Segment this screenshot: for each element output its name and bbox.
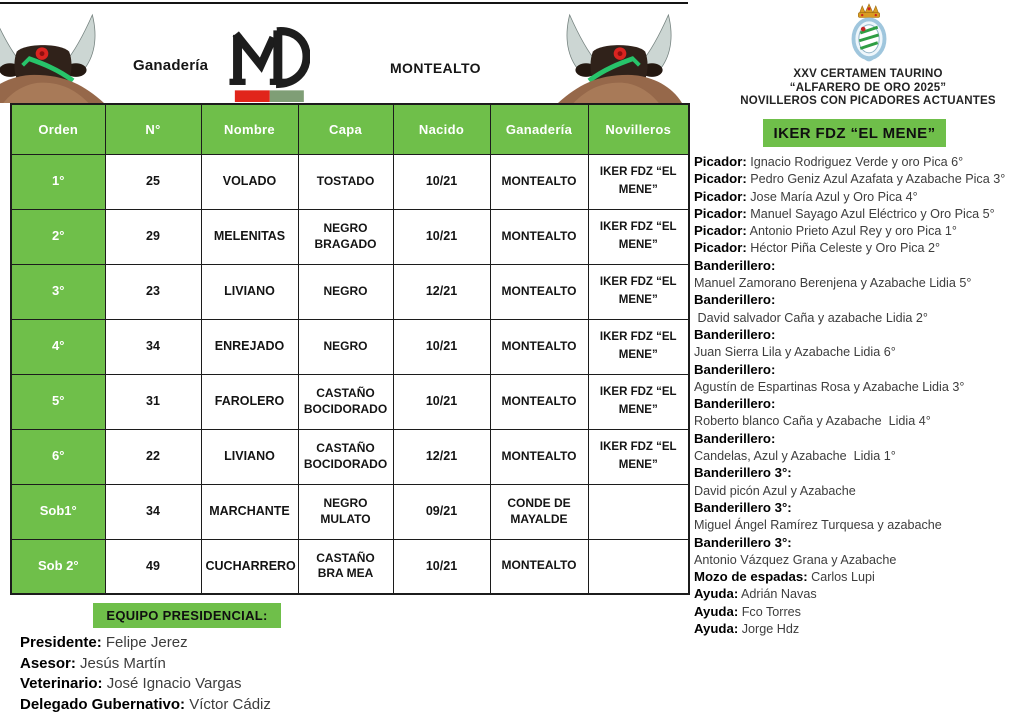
cell-nacido: 10/21 bbox=[393, 319, 490, 374]
cuadrilla-text: Manuel Zamorano Berenjena y Azabache Lidia 5° bbox=[694, 276, 972, 291]
cuadrilla-text: Agustín de Espartinas Rosa y Azabache Lidia 3° bbox=[694, 379, 965, 394]
col-header-nacido: Nacido bbox=[393, 104, 490, 154]
cuadrilla-role-label: Banderillero 3°: bbox=[694, 534, 792, 550]
cuadrilla-text: Candelas, Azul y Azabache Lidia 1° bbox=[694, 449, 896, 464]
bulls-table bbox=[10, 103, 690, 595]
table-row bbox=[11, 429, 689, 484]
cuadrilla-line bbox=[694, 430, 1024, 447]
cell-numero: 49 bbox=[105, 539, 201, 594]
cell-orden: Sob1° bbox=[11, 484, 105, 539]
cell-ganaderia: MONTEALTO bbox=[490, 264, 588, 319]
cuadrilla-text: Carlos Lupi bbox=[807, 570, 875, 585]
cell-novilleros: IKER FDZ “EL MENE” bbox=[588, 209, 689, 264]
cuadrilla-line bbox=[694, 395, 1024, 412]
cuadrilla-role-label: Picador: bbox=[694, 223, 747, 239]
cuadrilla-line bbox=[694, 291, 1024, 308]
cell-numero: 23 bbox=[105, 264, 201, 319]
cell-novilleros: IKER FDZ “EL MENE” bbox=[588, 374, 689, 429]
cuadrilla-text: David picón Azul y Azabache bbox=[694, 483, 856, 498]
cell-nombre: FAROLERO bbox=[201, 374, 298, 429]
cuadrilla-text: Antonio Prieto Azul Rey y oro Pica 1° bbox=[746, 224, 957, 239]
event-title-block bbox=[700, 68, 1024, 109]
cell-capa: CASTAÑO BRA MEA bbox=[298, 539, 393, 594]
cell-ganaderia: CONDE DE MAYALDE bbox=[490, 484, 588, 539]
top-border-rule bbox=[0, 2, 688, 4]
cuadrilla-role-label: Mozo de espadas: bbox=[694, 569, 808, 585]
cell-capa: TOSTADO bbox=[298, 154, 393, 209]
table-header bbox=[11, 104, 689, 154]
cuadrilla-role-label: Ayuda: bbox=[694, 603, 739, 619]
cuadrilla-line bbox=[694, 412, 1024, 429]
cuadrilla-role-label: Banderillero: bbox=[694, 292, 776, 308]
cell-capa: NEGRO MULATO bbox=[298, 484, 393, 539]
ranch-name-label: MONTEALTO bbox=[390, 60, 481, 76]
cell-novilleros: IKER FDZ “EL MENE” bbox=[588, 154, 689, 209]
equipo-presidencial-banner: EQUIPO PRESIDENCIAL: bbox=[93, 603, 281, 628]
cell-orden: 5° bbox=[11, 374, 105, 429]
col-header-nombre: Nombre bbox=[201, 104, 298, 154]
cuadrilla-text: Miguel Ángel Ramírez Turquesa y azabache bbox=[694, 518, 942, 533]
cell-capa: NEGRO BRAGADO bbox=[298, 209, 393, 264]
cuadrilla-line bbox=[694, 361, 1024, 378]
table-row bbox=[11, 374, 689, 429]
cell-numero: 31 bbox=[105, 374, 201, 429]
cuadrilla-role-label: Banderillero 3°: bbox=[694, 465, 792, 481]
cell-capa: CASTAÑO BOCIDORADO bbox=[298, 374, 393, 429]
cell-nombre: VOLADO bbox=[201, 154, 298, 209]
cuadrilla-role-label: Ayuda: bbox=[694, 586, 739, 602]
table-row bbox=[11, 319, 689, 374]
cell-novilleros: IKER FDZ “EL MENE” bbox=[588, 264, 689, 319]
col-header-novilleros: Novilleros bbox=[588, 104, 689, 154]
cuadrilla-line bbox=[694, 222, 1024, 239]
cuadrilla-line bbox=[694, 603, 1024, 620]
cuadrilla-line bbox=[694, 534, 1024, 551]
cell-numero: 25 bbox=[105, 154, 201, 209]
cell-ganaderia: MONTEALTO bbox=[490, 539, 588, 594]
table-row bbox=[11, 154, 689, 209]
cell-nacido: 10/21 bbox=[393, 374, 490, 429]
cuadrilla-text: Ignacio Rodriguez Verde y oro Pica 6° bbox=[746, 155, 964, 169]
cuadrilla-line bbox=[694, 153, 1024, 170]
cell-orden: Sob 2° bbox=[11, 539, 105, 594]
cuadrilla-role-label: Banderillero: bbox=[694, 361, 776, 377]
cell-ganaderia: MONTEALTO bbox=[490, 209, 588, 264]
cuadrilla-text: Jorge Hdz bbox=[738, 622, 800, 637]
cuadrilla-line bbox=[694, 343, 1024, 360]
cuadrilla-line bbox=[694, 274, 1024, 291]
cuadrilla-text: Adrián Navas bbox=[738, 587, 817, 602]
cell-orden: 2° bbox=[11, 209, 105, 264]
event-title-line2: “ALFARERO DE ORO 2025” bbox=[789, 81, 947, 94]
cell-numero: 22 bbox=[105, 429, 201, 484]
cell-nombre: LIVIANO bbox=[201, 429, 298, 484]
cell-novilleros bbox=[588, 484, 689, 539]
cuadrilla-role-label: Picador: bbox=[694, 154, 747, 169]
cell-nombre: MELENITAS bbox=[201, 209, 298, 264]
ranch-monogram-logo bbox=[226, 16, 310, 102]
equipo-member-name: Víctor Cádiz bbox=[185, 695, 271, 713]
cell-ganaderia: MONTEALTO bbox=[490, 429, 588, 484]
cuadrilla-line bbox=[694, 585, 1024, 602]
cuadrilla-line bbox=[694, 620, 1024, 637]
cell-orden: 6° bbox=[11, 429, 105, 484]
equipo-member-line bbox=[20, 674, 271, 695]
cuadrilla-list bbox=[694, 153, 1024, 637]
cuadrilla-line bbox=[694, 326, 1024, 343]
cell-nacido: 12/21 bbox=[393, 429, 490, 484]
cuadrilla-line bbox=[694, 378, 1024, 395]
col-header-orden: Orden bbox=[11, 104, 105, 154]
cuadrilla-text: Roberto blanco Caña y Azabache Lidia 4° bbox=[694, 414, 931, 429]
table-body bbox=[11, 154, 689, 594]
cuadrilla-line bbox=[694, 482, 1024, 499]
cell-capa: NEGRO bbox=[298, 264, 393, 319]
bull-right-image bbox=[552, 11, 688, 103]
cell-orden: 3° bbox=[11, 264, 105, 319]
equipo-role-label: Delegado Gubernativo: bbox=[20, 695, 186, 713]
cuadrilla-line bbox=[694, 188, 1024, 205]
cuadrilla-line bbox=[694, 309, 1024, 326]
cell-ganaderia: MONTEALTO bbox=[490, 374, 588, 429]
cell-numero: 29 bbox=[105, 209, 201, 264]
cuadrilla-role-label: Picador: bbox=[694, 240, 747, 256]
cuadrilla-text: Juan Sierra Lila y Azabache Lidia 6° bbox=[694, 345, 896, 360]
cuadrilla-text: Héctor Piña Celeste y Oro Pica 2° bbox=[746, 241, 941, 256]
cuadrilla-role-label: Picador: bbox=[694, 205, 747, 221]
col-header-numero: N° bbox=[105, 104, 201, 154]
cell-orden: 4° bbox=[11, 319, 105, 374]
cell-nombre: MARCHANTE bbox=[201, 484, 298, 539]
cell-novilleros: IKER FDZ “EL MENE” bbox=[588, 319, 689, 374]
cuadrilla-role-label: Banderillero: bbox=[694, 430, 776, 446]
cell-numero: 34 bbox=[105, 319, 201, 374]
table-row bbox=[11, 484, 689, 539]
col-header-capa: Capa bbox=[298, 104, 393, 154]
table-row bbox=[11, 209, 689, 264]
cuadrilla-line bbox=[694, 170, 1024, 187]
cell-nombre: LIVIANO bbox=[201, 264, 298, 319]
event-title-line3: NOVILLEROS CON PICADORES ACTUANTES bbox=[740, 95, 996, 107]
equipo-member-name: Jesús Martín bbox=[75, 654, 166, 672]
cuadrilla-text: David salvador Caña y azabache Lidia 2° bbox=[694, 310, 928, 325]
table-row bbox=[11, 539, 689, 594]
cell-nacido: 10/21 bbox=[393, 154, 490, 209]
cell-novilleros: IKER FDZ “EL MENE” bbox=[588, 429, 689, 484]
cell-ganaderia: MONTEALTO bbox=[490, 154, 588, 209]
cuadrilla-text: Manuel Sayago Azul Eléctrico y Oro Pica 5° bbox=[746, 206, 995, 221]
cell-nombre: ENREJADO bbox=[201, 319, 298, 374]
cuadrilla-text: Jose María Azul y Oro Pica 4° bbox=[746, 189, 918, 204]
equipo-member-name: José Ignacio Vargas bbox=[102, 675, 242, 693]
ganaderia-label: Ganadería bbox=[133, 57, 209, 74]
cuadrilla-line bbox=[694, 205, 1024, 222]
equipo-member-line bbox=[20, 654, 271, 675]
bull-left-image bbox=[0, 11, 110, 103]
cell-capa: CASTAÑO BOCIDORADO bbox=[298, 429, 393, 484]
equipo-role-label: Veterinario: bbox=[20, 675, 103, 693]
cuadrilla-text: Antonio Vázquez Grana y Azabache bbox=[694, 552, 897, 567]
cell-capa: NEGRO bbox=[298, 319, 393, 374]
cell-nacido: 12/21 bbox=[393, 264, 490, 319]
cuadrilla-text: Fco Torres bbox=[738, 604, 801, 619]
cell-orden: 1° bbox=[11, 154, 105, 209]
cuadrilla-role-label: Picador: bbox=[694, 171, 747, 187]
cell-nacido: 10/21 bbox=[393, 539, 490, 594]
cuadrilla-line bbox=[694, 464, 1024, 481]
novillero-banner: IKER FDZ “EL MENE” bbox=[763, 119, 946, 147]
cuadrilla-line bbox=[694, 239, 1024, 256]
cuadrilla-line bbox=[694, 551, 1024, 568]
equipo-role-label: Asesor: bbox=[20, 654, 76, 672]
cuadrilla-line bbox=[694, 447, 1024, 464]
cell-numero: 34 bbox=[105, 484, 201, 539]
col-header-ganaderia: Ganadería bbox=[490, 104, 588, 154]
equipo-role-label: Presidente: bbox=[20, 634, 102, 651]
cell-ganaderia: MONTEALTO bbox=[490, 319, 588, 374]
equipo-member-line bbox=[20, 695, 271, 716]
equipo-member-name: Felipe Jerez bbox=[101, 634, 188, 651]
cuadrilla-role-label: Ayuda: bbox=[694, 621, 739, 637]
cuadrilla-line bbox=[694, 516, 1024, 533]
cuadrilla-role-label: Picador: bbox=[694, 188, 747, 204]
equipo-list bbox=[20, 633, 271, 715]
cell-nacido: 09/21 bbox=[393, 484, 490, 539]
cuadrilla-line bbox=[694, 568, 1024, 585]
certamen-crest-icon bbox=[838, 2, 900, 64]
cell-nacido: 10/21 bbox=[393, 209, 490, 264]
cuadrilla-role-label: Banderillero: bbox=[694, 326, 776, 342]
cell-novilleros bbox=[588, 539, 689, 594]
cell-nombre: CUCHARRERO bbox=[201, 539, 298, 594]
cuadrilla-text: Pedro Geniz Azul Azafata y Azabache Pica 3° bbox=[746, 172, 1006, 187]
cuadrilla-role-label: Banderillero 3°: bbox=[694, 499, 792, 515]
equipo-member-line bbox=[20, 633, 271, 654]
event-title-line1: XXV CERTAMEN TAURINO bbox=[793, 68, 943, 80]
cuadrilla-role-label: Banderillero: bbox=[694, 396, 776, 412]
cuadrilla-line bbox=[694, 257, 1024, 274]
cuadrilla-line bbox=[694, 499, 1024, 516]
cuadrilla-role-label: Banderillero: bbox=[694, 257, 776, 273]
table-row bbox=[11, 264, 689, 319]
